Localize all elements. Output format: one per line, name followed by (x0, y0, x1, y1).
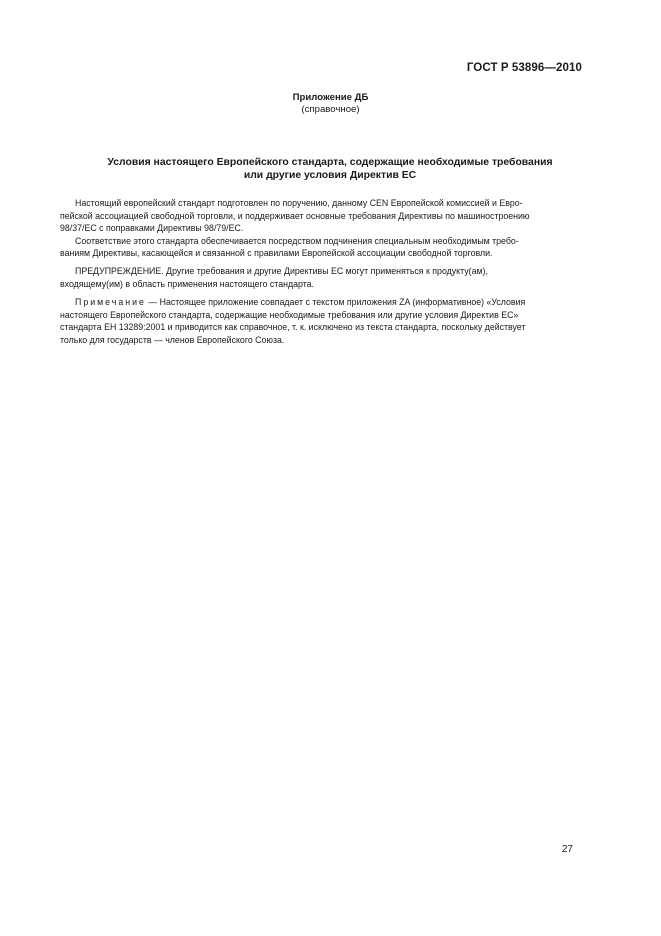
section-heading-line-1: Условия настоящего Европейского стандарта, содержащие необходимые требования (107, 157, 553, 168)
paragraph-line: стандарта ЕН 13289:2001 и приводится как справочное, т. к. исключено из текста стандарта, поскольку действует (60, 322, 526, 332)
page-number: 27 (561, 844, 573, 855)
paragraph-line: ваниям Директивы, касающейся и связанной с правилами Европейской ассоциации свободной торговли. (60, 248, 493, 258)
paragraph-line: входящему(им) в область применения настоящего стандарта. (60, 278, 314, 289)
paragraph-line: Настоящий европейский стандарт подготовлен по поручению, данному CEN Европейской комиссией и Евро- (75, 198, 523, 208)
document-code: ГОСТ Р 53896—2010 (466, 62, 582, 74)
paragraph-line: 98/37/ЕС с поправками Директивы 98/79/ЕС. (60, 223, 244, 233)
paragraph-note (60, 296, 583, 346)
paragraph-conformity (60, 235, 583, 260)
appendix-kind: (справочное) (301, 104, 360, 115)
note-label: Примечание (75, 297, 146, 307)
paragraph-line: ПРЕДУПРЕЖДЕНИЕ. Другие требования и другие Директивы ЕС могут применяться к продукту(ам), (75, 266, 488, 276)
section-heading-line-2: или другие условия Директив ЕС (243, 170, 417, 181)
paragraph-line (60, 296, 583, 309)
appendix-header (0, 92, 661, 116)
paragraph-line: Соответствие этого стандарта обеспечивается посредством подчинения специальным необходимым требо- (75, 235, 519, 246)
paragraph-line: настоящего Европейского стандарта, содержащие необходимые требования или другие условия Директив ЕС» (60, 309, 519, 320)
paragraph-warning (60, 265, 583, 290)
appendix-title: Приложение ДБ (292, 92, 369, 103)
paragraph-line: пейской ассоциацией свободной торговли, и поддерживает основные требования Директивы по машиностроению (60, 210, 530, 221)
paragraph-line: только для государств — членов Европейского Союза. (60, 334, 285, 345)
paragraph-scope (60, 197, 583, 235)
section-heading (60, 156, 600, 182)
note-text: — Настоящее приложение совпадает с текстом приложения ZA (информативное) «Условия (145, 297, 526, 307)
